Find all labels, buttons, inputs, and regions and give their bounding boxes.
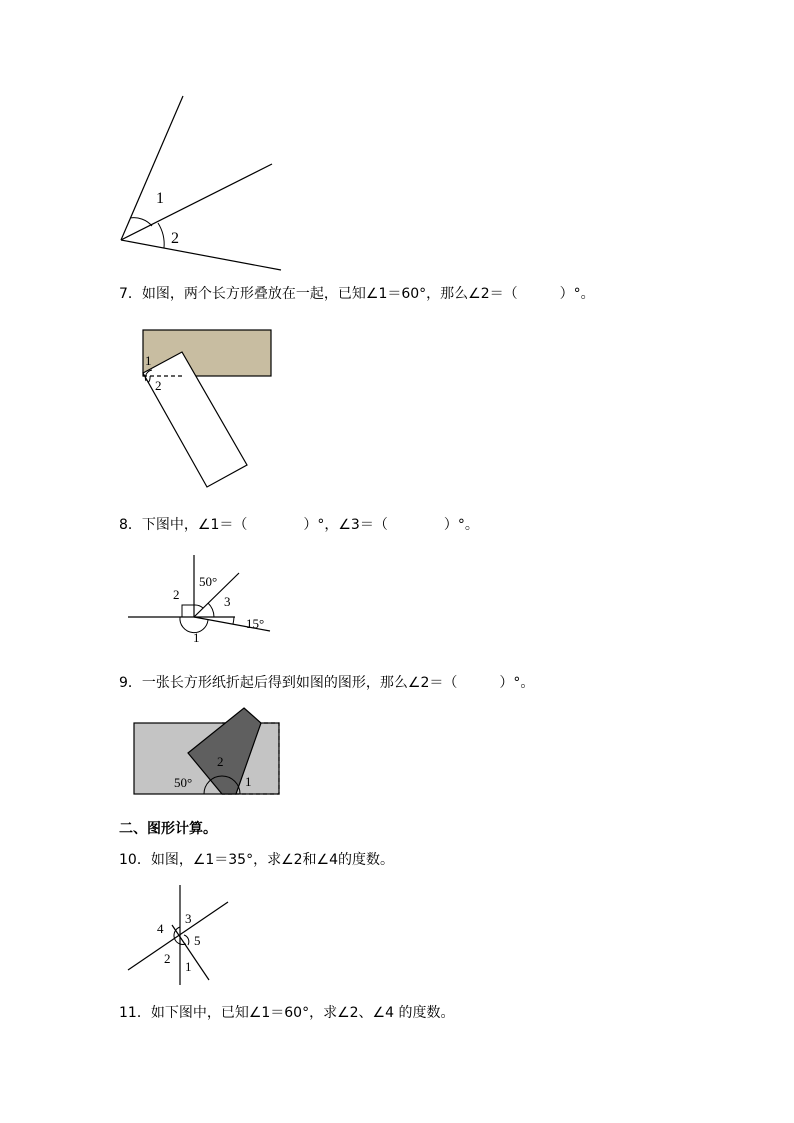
question-8: 8．下图中，∠1＝（ ）°，∠3＝（ ）°。 [119,517,479,533]
question-10: 10．如图，∠1＝35°，求∠2和∠4的度数。 [119,852,395,868]
angles-figure-8 [0,550,794,650]
angle-label-50: 50° [199,574,218,589]
angle-label-1: 1 [145,353,152,368]
angle-label-1: 1 [193,630,200,645]
angle-label-2: 2 [155,378,162,393]
question-7: 7．如图，两个长方形叠放在一起，已知∠1＝60°，那么∠2＝（ ）°。 [119,286,595,302]
angle-label-50: 50° [174,775,193,790]
angle-label-1: 1 [185,959,192,974]
section-heading: 二、图形计算。 [119,821,217,837]
angle-label-15: 15° [246,616,265,631]
angle-label-2: 2 [173,587,180,602]
intersecting-lines-figure-10 [0,880,794,990]
angle-label-2: 2 [217,754,224,769]
angle-label-1: 1 [245,774,252,789]
question-9: 9．一张长方形纸折起后得到如图的图形，那么∠2＝（ ）°。 [119,675,535,691]
angle-figure-6 [0,0,794,280]
angle-label-3: 3 [185,911,192,926]
angle-label-1: 1 [156,190,164,207]
angle-label-4: 4 [157,921,164,936]
angle-label-5: 5 [194,933,201,948]
question-11: 11．如下图中，已知∠1＝60°，求∠2、∠4 的度数。 [119,1005,455,1021]
folded-paper-figure-9 [0,700,794,800]
angle-label-2: 2 [171,230,179,247]
angle-label-2: 2 [164,951,171,966]
angle-label-3: 3 [224,594,231,609]
rectangles-figure-7 [0,320,794,500]
